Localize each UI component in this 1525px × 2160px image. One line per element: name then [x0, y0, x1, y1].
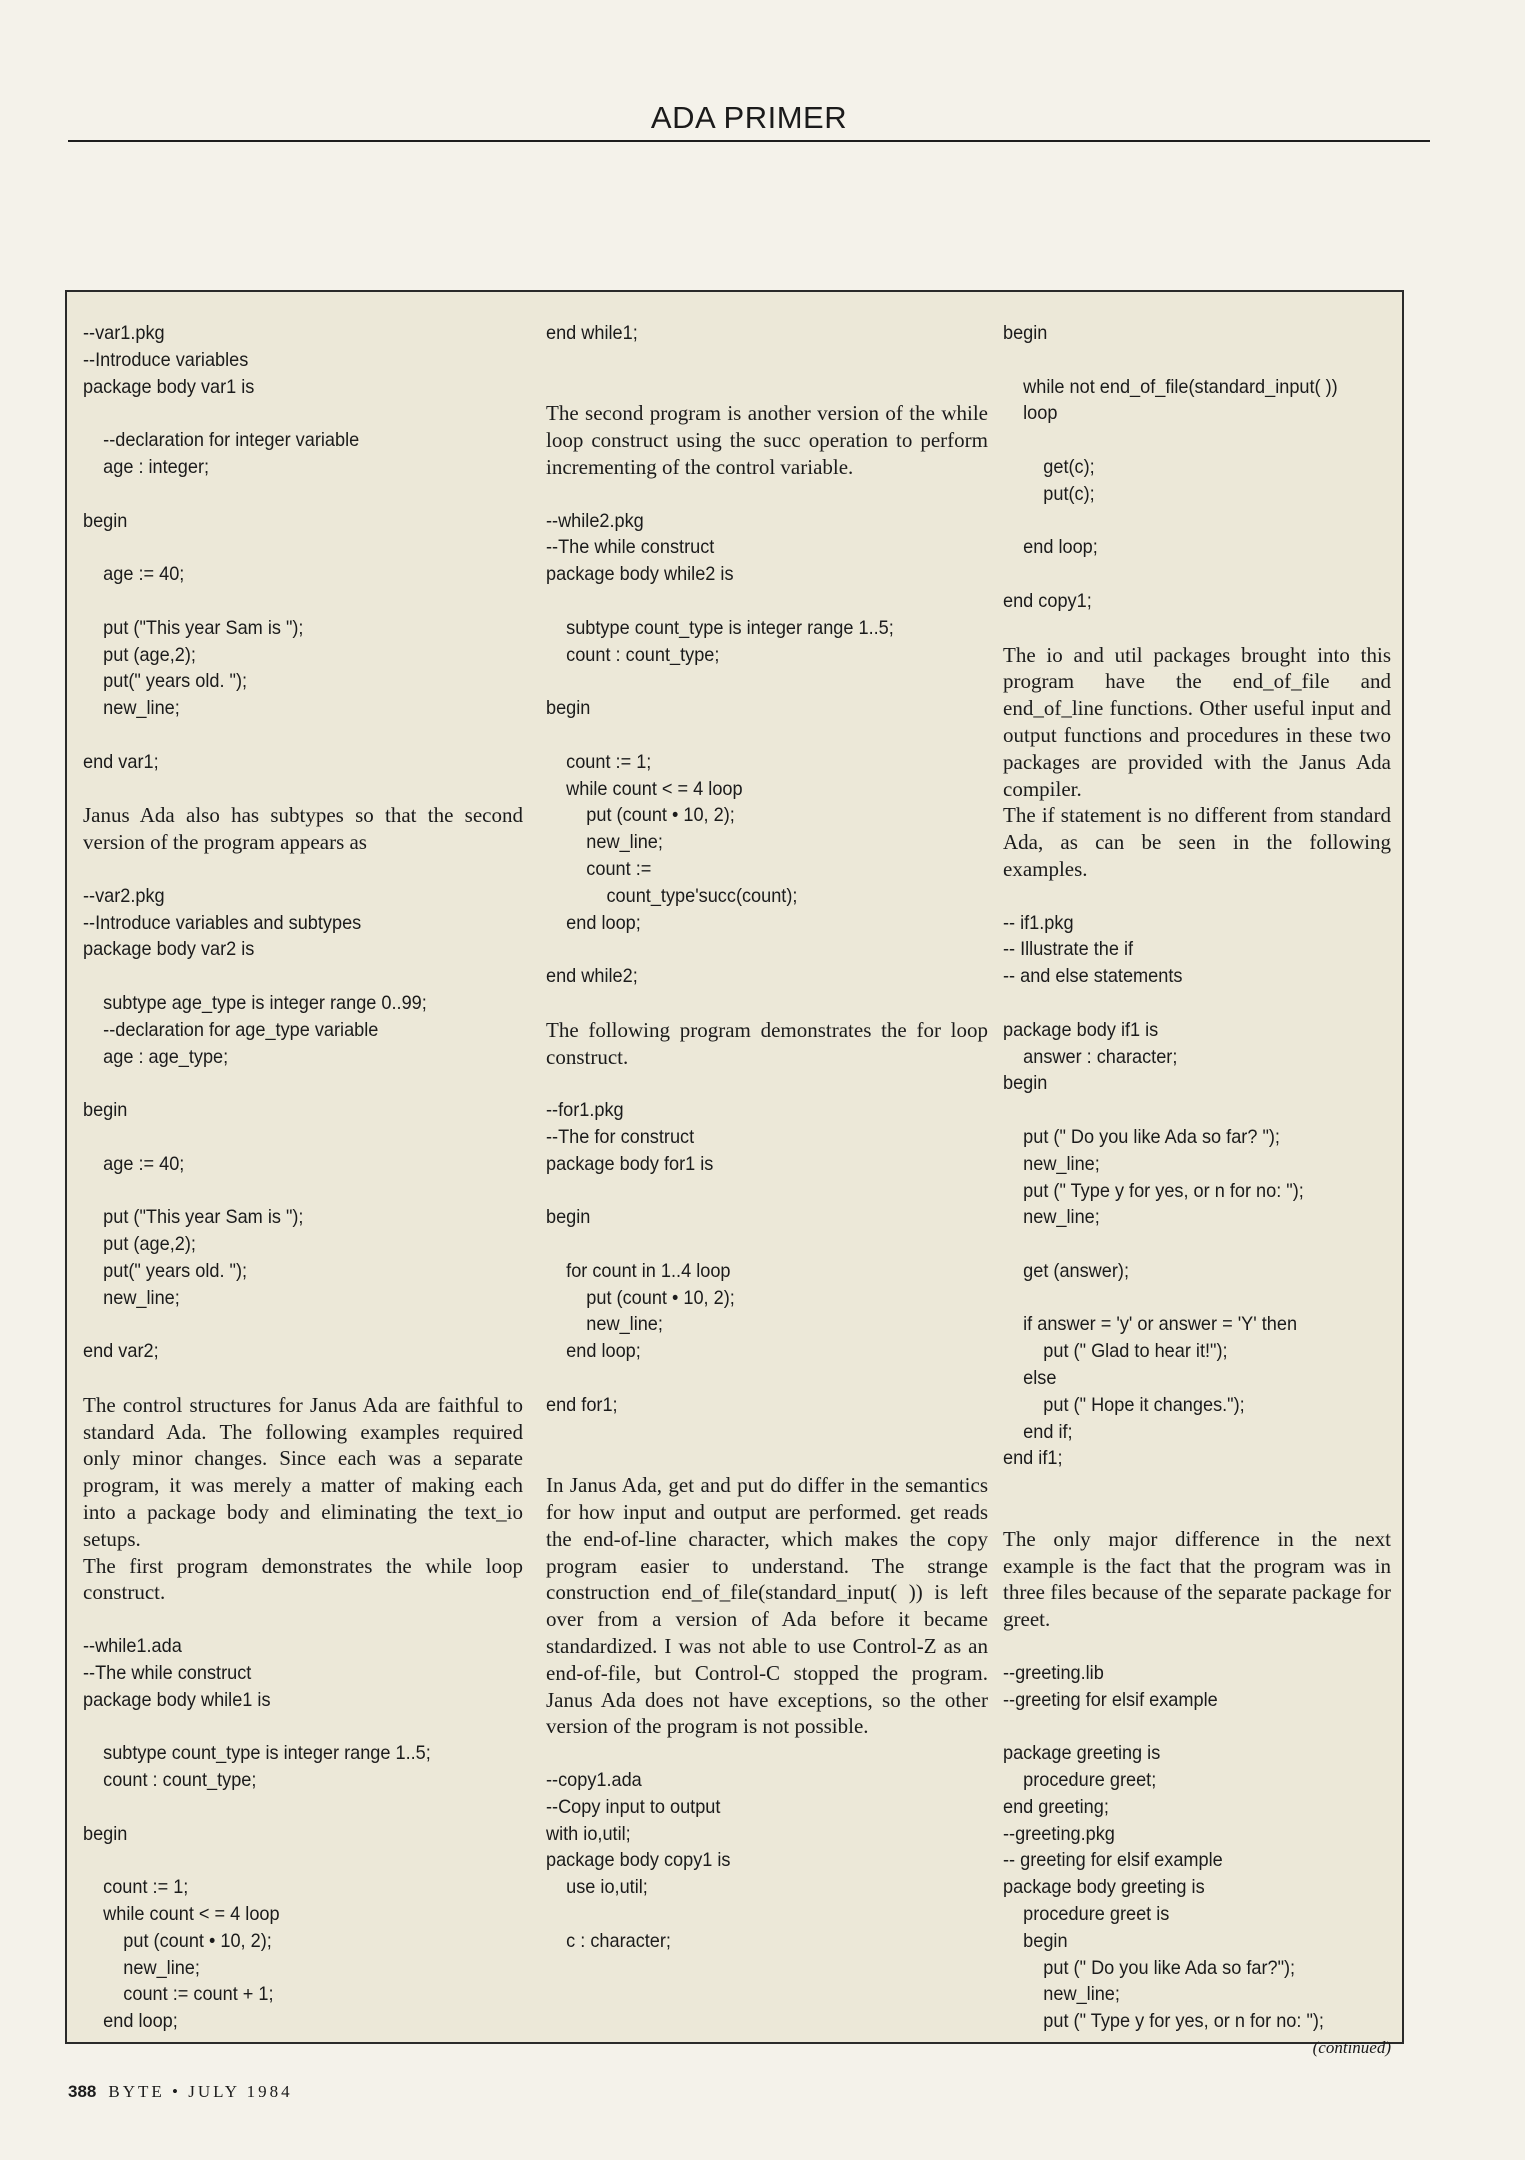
code-line: count := — [546, 857, 652, 880]
spacer — [546, 936, 988, 963]
spacer — [83, 1311, 523, 1338]
code-line: new_line; — [83, 697, 180, 720]
code-line: begin — [1003, 1072, 1048, 1095]
code-line: put ("This year Sam is "); — [83, 1206, 304, 1229]
code-line: new_line; — [83, 1956, 200, 1979]
spacer — [546, 722, 988, 749]
code-line: package body for1 is — [546, 1152, 714, 1175]
continued-label: (continued) — [1312, 2038, 1391, 2057]
code-line: end loop; — [1003, 536, 1098, 559]
code-line: age := 40; — [83, 1152, 185, 1175]
code-line: new_line; — [1003, 1152, 1100, 1175]
code-line: package body if1 is — [1003, 1018, 1159, 1041]
spacer — [83, 722, 523, 749]
code-line: --greeting.pkg — [1003, 1822, 1115, 1845]
spacer — [1003, 883, 1391, 910]
code-line: subtype age_type is integer range 0..99; — [83, 991, 427, 1014]
code-line: for count in 1..4 loop — [546, 1259, 731, 1282]
code-line: new_line; — [1003, 1983, 1120, 2006]
code-line: begin — [546, 1206, 591, 1229]
spacer — [1003, 1285, 1391, 1312]
code-line: put (" Glad to hear it!"); — [1003, 1340, 1228, 1363]
code-line: begin — [546, 697, 591, 720]
code-line: end loop; — [83, 2010, 178, 2033]
code-line: --var2.pkg — [83, 884, 165, 907]
code-line: end loop; — [546, 1340, 641, 1363]
spacer — [83, 1070, 523, 1097]
page-number: 388 — [68, 2082, 97, 2101]
code-line: while not end_of_file(standard_input( )) — [1003, 375, 1338, 398]
code-line: --Introduce variables — [83, 348, 249, 371]
spacer — [83, 776, 523, 803]
paragraph: The second program is another version of the while loop construct using the succ operation to perform incrementing of the control variable. — [546, 401, 988, 479]
spacer — [83, 963, 523, 990]
paragraph: The first program demonstrates the while loop construct. — [83, 1553, 523, 1605]
spacer — [83, 1365, 523, 1392]
code-line: answer : character; — [1003, 1045, 1178, 1068]
code-line: end while1; — [546, 322, 638, 344]
code-line: put (" Type y for yes, or n for no: "); — [1003, 2010, 1324, 2033]
article-box — [65, 290, 1404, 2057]
code-line: age : age_type; — [83, 1045, 229, 1068]
spacer — [1003, 508, 1391, 535]
spacer — [546, 1445, 988, 1472]
code-line: --declaration for integer variable — [83, 429, 360, 452]
code-line: count : count_type; — [83, 1769, 257, 1792]
code-line: subtype count_type is integer range 1..5; — [546, 616, 894, 639]
code-line: loop — [1003, 402, 1058, 425]
code-line: end var1; — [83, 750, 159, 773]
code-line: --for1.pkg — [546, 1099, 624, 1122]
code-line: --greeting.lib — [1003, 1661, 1104, 1684]
code-line: procedure greet is — [1003, 1903, 1170, 1926]
code-line: new_line; — [546, 1313, 663, 1336]
code-line: count_type'succ(count); — [546, 884, 798, 907]
code-line: else — [1003, 1367, 1057, 1390]
code-line: put ("This year Sam is "); — [83, 616, 304, 639]
spacer — [83, 1794, 523, 1821]
code-line: --declaration for age_type variable — [83, 1018, 379, 1041]
code-line: subtype count_type is integer range 1..5; — [83, 1742, 431, 1765]
code-line: begin — [1003, 322, 1048, 344]
spacer — [546, 481, 988, 508]
spacer — [546, 1740, 988, 1767]
code-line: put (" Do you like Ada so far?"); — [1003, 1956, 1296, 1979]
code-line: end if1; — [1003, 1447, 1063, 1470]
code-line: package body greeting is — [1003, 1876, 1205, 1899]
spacer — [83, 588, 523, 615]
page-footer — [68, 2082, 293, 2102]
code-line: begin — [83, 509, 128, 532]
code-line: put(" years old. "); — [83, 670, 248, 693]
code-line: put (" Type y for yes, or n for no: "); — [1003, 1179, 1304, 1202]
code-line: end if; — [1003, 1420, 1073, 1443]
spacer — [1003, 561, 1391, 588]
code-line: package body var1 is — [83, 375, 255, 398]
spacer — [1003, 990, 1391, 1017]
page-header — [68, 92, 1430, 142]
code-line: -- and else statements — [1003, 965, 1183, 988]
spacer — [83, 1847, 523, 1874]
column-3 — [1003, 320, 1391, 2062]
code-line: put (" Do you like Ada so far? "); — [1003, 1125, 1280, 1148]
code-line: -- greeting for elsif example — [1003, 1849, 1223, 1872]
section-title: ADA PRIMER — [650, 100, 848, 135]
code-line: count := 1; — [83, 1876, 189, 1899]
spacer — [83, 400, 523, 427]
code-line: put(" years old. "); — [83, 1259, 248, 1282]
code-line: --while1.ada — [83, 1635, 182, 1658]
paragraph: The control structures for Janus Ada are faithful to standard Ada. The following examples required only minor changes. Since each was a separate program, it was merely a matter of making each into a package body and eliminating the text_io setups. — [83, 1392, 523, 1551]
code-line: count := count + 1; — [83, 1983, 274, 2006]
code-line: --Copy input to output — [546, 1795, 721, 1818]
spacer — [1003, 1472, 1391, 1499]
spacer — [1003, 347, 1391, 374]
spacer — [83, 1124, 523, 1151]
code-line: if answer = 'y' or answer = 'Y' then — [1003, 1313, 1298, 1336]
code-line: --var1.pkg — [83, 322, 165, 344]
code-line: new_line; — [1003, 1206, 1100, 1229]
spacer — [1003, 1499, 1391, 1526]
spacer — [546, 1231, 988, 1258]
code-line: --The while construct — [83, 1661, 252, 1684]
code-line: end copy1; — [1003, 589, 1092, 612]
code-line: --Introduce variables and subtypes — [83, 911, 362, 934]
code-line: end while2; — [546, 965, 638, 988]
code-line: count := 1; — [546, 750, 652, 773]
spacer — [1003, 1713, 1391, 1740]
column-1 — [83, 320, 523, 2035]
code-line: --while2.pkg — [546, 509, 644, 532]
column-2 — [546, 320, 988, 1955]
spacer — [83, 534, 523, 561]
paragraph: The io and util packages brought into this program have the end_of_file and end_of_line functions. Other useful input and output functions and procedures in these two packages are provided with the Janus Ada compiler. — [1003, 642, 1391, 801]
spacer — [83, 856, 523, 883]
code-line: put (count • 10, 2); — [83, 1929, 272, 1952]
code-line: --The while construct — [546, 536, 715, 559]
code-line: --greeting for elsif example — [1003, 1688, 1218, 1711]
spacer — [1003, 1231, 1391, 1258]
spacer — [546, 1365, 988, 1392]
code-line: put(c); — [1003, 482, 1095, 505]
magazine-issue: BYTE • JULY 1984 — [108, 2082, 293, 2101]
spacer — [1003, 1097, 1391, 1124]
spacer — [546, 1901, 988, 1928]
code-line: end loop; — [546, 911, 641, 934]
code-line: age := 40; — [83, 563, 185, 586]
spacer — [83, 481, 523, 508]
code-line: package body while2 is — [546, 563, 734, 586]
code-line: -- Illustrate the if — [1003, 938, 1134, 961]
code-line: package body copy1 is — [546, 1849, 731, 1872]
paragraph: The if statement is no different from standard Ada, as can be seen in the following examples. — [1003, 803, 1391, 881]
code-line: package body while1 is — [83, 1688, 271, 1711]
code-line: age : integer; — [83, 455, 210, 478]
paragraph: In Janus Ada, get and put do differ in the semantics for how input and output are performed. get reads the end-of-line character, which makes the copy program easier to understand. The strange construction end_of_file(standard_input( )) is left over from a version of Ada before it became standardized. I was not able to use Control-Z as an end-of-file, but Control-C stopped the program. Janus Ada does not have exceptions, so the other version of the program is not possible. — [546, 1473, 988, 1739]
code-line: while count < = 4 loop — [83, 1903, 280, 1926]
code-line: --The for construct — [546, 1125, 695, 1148]
spacer — [546, 1178, 988, 1205]
code-line: begin — [83, 1099, 128, 1122]
paragraph: The only major difference in the next example is the fact that the program was in three files because of the separate package for greet. — [1003, 1526, 1391, 1632]
code-line: put (count • 10, 2); — [546, 1286, 735, 1309]
code-line: package body var2 is — [83, 938, 255, 961]
spacer — [1003, 615, 1391, 642]
spacer — [83, 1606, 523, 1633]
spacer — [546, 588, 988, 615]
code-line: procedure greet; — [1003, 1769, 1157, 1792]
code-line: count : count_type; — [546, 643, 720, 666]
code-line: end var2; — [83, 1340, 159, 1363]
code-line: --copy1.ada — [546, 1769, 642, 1792]
code-line: with io,util; — [546, 1822, 631, 1845]
code-line: end greeting; — [1003, 1795, 1109, 1818]
code-line: new_line; — [83, 1286, 180, 1309]
code-line: c : character; — [546, 1929, 671, 1952]
spacer — [546, 347, 988, 374]
code-line: new_line; — [546, 831, 663, 854]
spacer — [1003, 427, 1391, 454]
spacer — [546, 990, 988, 1017]
spacer — [83, 1713, 523, 1740]
code-line: package greeting is — [1003, 1742, 1161, 1765]
code-line: put (age,2); — [83, 643, 196, 666]
code-line: while count < = 4 loop — [546, 777, 743, 800]
spacer — [1003, 1633, 1391, 1660]
code-line: put (count • 10, 2); — [546, 804, 735, 827]
paragraph: Janus Ada also has subtypes so that the second version of the program appears as — [83, 803, 523, 855]
code-line: put (age,2); — [83, 1233, 196, 1256]
code-line: get(c); — [1003, 455, 1095, 478]
code-line: begin — [83, 1822, 128, 1845]
spacer — [83, 1178, 523, 1205]
spacer — [546, 374, 988, 401]
spacer — [546, 1070, 988, 1097]
code-line: -- if1.pkg — [1003, 911, 1074, 934]
code-line: use io,util; — [546, 1876, 648, 1899]
spacer — [546, 668, 988, 695]
code-line: end for1; — [546, 1393, 618, 1416]
spacer — [546, 1419, 988, 1446]
code-line: put (" Hope it changes."); — [1003, 1393, 1245, 1416]
paragraph: The following program demonstrates the for loop construct. — [546, 1017, 988, 1069]
code-line: get (answer); — [1003, 1259, 1129, 1282]
code-line: begin — [1003, 1929, 1068, 1952]
